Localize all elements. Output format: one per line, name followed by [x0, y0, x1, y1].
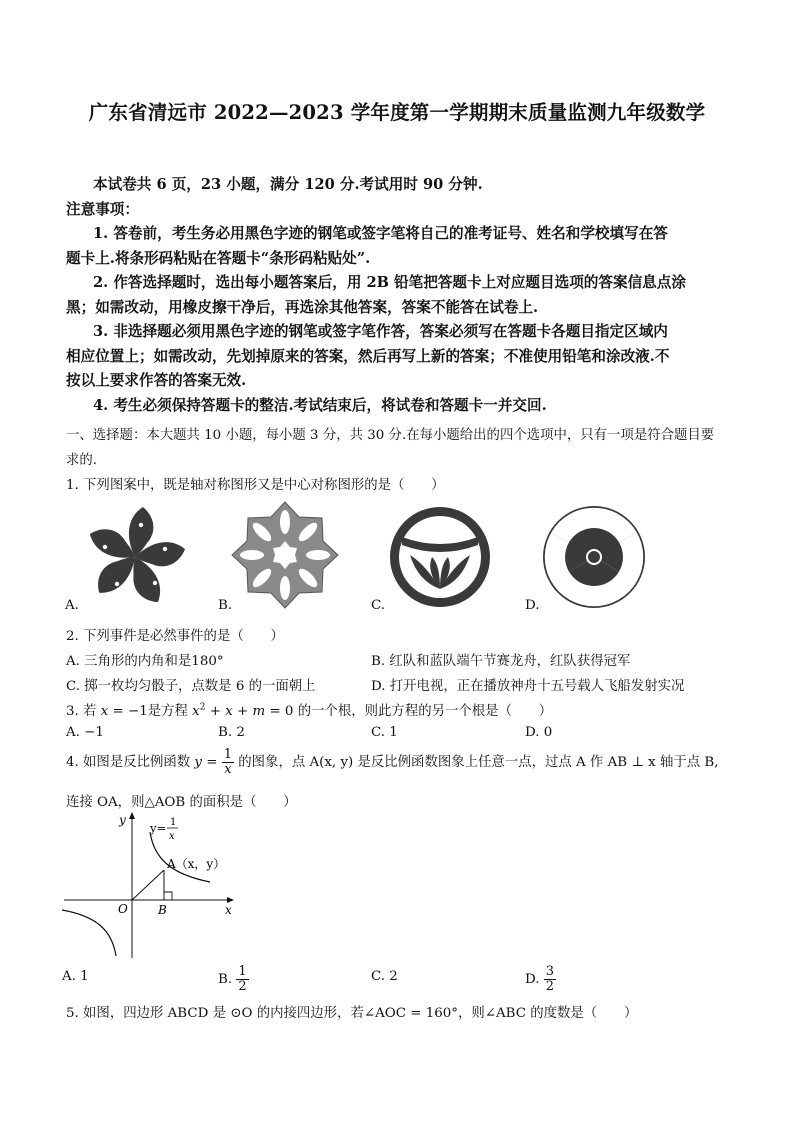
- q3-option-c: C. 1: [371, 725, 398, 740]
- radiation-figure: [542, 505, 646, 609]
- q4-option-d: D. $\frac{3}{2}$: [525, 964, 555, 994]
- notice-line: 黑；如需改动，用橡皮擦干净后，再选涂其他答案，答案不能答在试卷上.: [66, 299, 539, 316]
- question-3: 3. 若 x = −1是方程 $x^2 + x + m = 0$ 的一个根，则此方程的另一个根是（ ）: [66, 702, 553, 719]
- q3-option-a: A. −1: [66, 725, 104, 740]
- q3-option-b: B. 2: [218, 725, 245, 740]
- function-denominator: x: [169, 831, 175, 842]
- q1-option-label: B.: [218, 598, 233, 613]
- question-2: 2. 下列事件是必然事件的是（ ）: [66, 629, 284, 644]
- origin-label: O: [118, 902, 128, 916]
- page-title: 广东省清远市 2022—2023 学年度第一学期期末质量监测九年级数学: [88, 101, 706, 124]
- q1-option-label: A.: [65, 598, 79, 613]
- logo-figure: [388, 505, 492, 609]
- q1-option-label: D.: [525, 598, 540, 613]
- notice-line: 相应位置上；如需改动，先划掉原来的答案，然后再写上新的答案；不准使用铅笔和涂改液.不: [66, 348, 670, 365]
- notice-line: 按以上要求作答的答案无效.: [66, 372, 247, 389]
- question-4: 4. 如图是反比例函数 y = $\frac{1}{x}$ 的图象，点 A(x, y) 是反比例函数图象上任意一点，过点 A 作 AB ⊥ x 轴于点 B,: [66, 747, 719, 777]
- q2-option-d: D. 打开电视，正在播放神舟十五号载人飞船发射实况: [371, 679, 685, 694]
- exam-intro: 本试卷共 6 页，23 小题，满分 120 分.考试用时 90 分钟.: [93, 176, 483, 193]
- notice-line: 3. 非选择题必须用黑色字迹的钢笔或签字笔作答，答案必须写在答题卡各题目指定区域内: [93, 323, 668, 340]
- q4-option-c: C. 2: [371, 969, 398, 984]
- question-1: 1. 下列图案中，既是轴对称图形又是中心对称图形的是（ ）: [66, 478, 445, 493]
- y-axis-label: y: [119, 813, 126, 827]
- point-b-label: B: [158, 903, 167, 917]
- x-axis-label: x: [225, 903, 232, 917]
- q3-option-d: D. 0: [525, 725, 553, 740]
- notice-line: 4. 考生必须保持答题卡的整洁.考试结束后，将试卷和答题卡一并交回.: [93, 397, 547, 414]
- point-a-label: A（x，y）: [167, 857, 226, 871]
- notice-line: 1. 答卷前，考生务必用黑色字迹的钢笔或签字笔将自己的准考证号、姓名和学校填写在答: [93, 225, 668, 242]
- hyperbola-graph: [62, 810, 242, 960]
- notice-line: 2. 作答选择题时，选出每小题答案后，用 2B 铅笔把答题卡上对应题目选项的答案信息点涂: [93, 274, 686, 291]
- function-label: y=: [150, 821, 167, 835]
- ornament-figure: [230, 500, 340, 610]
- q4-option-b: B. $\frac{1}{2}$: [218, 964, 247, 994]
- question-4-line2: 连接 OA，则△AOB 的面积是（ ）: [66, 795, 297, 810]
- question-5: 5. 如图，四边形 ABCD 是 ⊙O 的内接四边形，若∠AOC = 160°，则∠ABC 的度数是（ ）: [66, 1006, 638, 1021]
- q2-option-b: B. 红队和蓝队端午节赛龙舟，红队获得冠军: [371, 654, 631, 669]
- q2-option-c: C. 掷一枚均匀骰子，点数是 6 的一面朝上: [66, 679, 316, 694]
- q1-option-label: C.: [371, 598, 386, 613]
- q2-option-a: A. 三角形的内角和是180°: [66, 654, 224, 669]
- section-heading: 求的.: [66, 453, 98, 468]
- notice-title: 注意事项：: [66, 201, 139, 218]
- notice-line: 题卡上.将条形码粘贴在答题卡“条形码粘贴处”.: [66, 250, 371, 267]
- section-heading: 一、选择题：本大题共 10 小题，每小题 3 分，共 30 分.在每小题给出的四个选项中，只有一项是符合题目要: [66, 428, 715, 443]
- function-numerator: 1: [170, 817, 177, 828]
- bauhinia-figure: [80, 505, 190, 609]
- q4-option-a: A. 1: [62, 969, 89, 984]
